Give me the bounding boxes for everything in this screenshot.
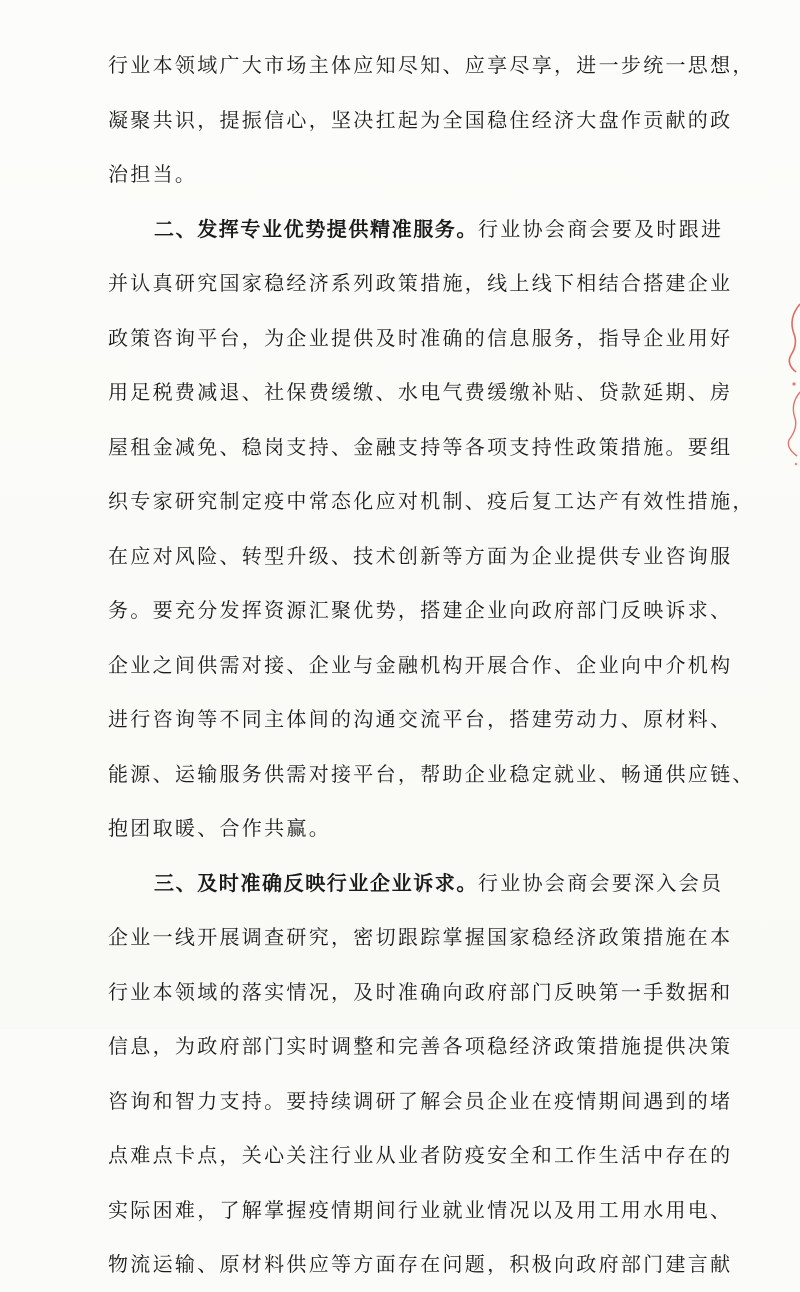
line-text: 信息，为政府部门实时调整和完善各项稳经济政策措施提供决策 <box>108 1034 733 1058</box>
line-text: 行业本领域广大市场主体应知尽知、应享尽享，进一步统一思想， <box>108 53 755 77</box>
line-text: 点难点卡点，关心关注行业从业者防疫安全和工作生活中存在的 <box>108 1143 733 1167</box>
text-line <box>108 1074 733 1129</box>
line-text: 进行咨询等不同主体间的沟通交流平台，搭建劳动力、原材料、 <box>108 707 733 731</box>
line-text: 能源、运输服务供需对接平台，帮助企业稳定就业、畅通供应链、 <box>108 761 755 786</box>
line-text: 务。要充分发挥资源汇聚优势，搭建企业向政府部门反映诉求、 <box>108 598 733 622</box>
text-line <box>108 747 755 802</box>
text-line <box>108 965 733 1020</box>
line-text: 咨询和智力支持。要持续调研了解会员企业在疫情期间遇到的堵 <box>108 1088 733 1113</box>
text-line <box>108 474 755 529</box>
line-text: 行业协会商会要及时跟进 <box>478 216 724 241</box>
line-text: 在应对风险、转型升级、技术创新等方面为企业提供专业咨询服 <box>108 543 733 568</box>
text-line <box>108 147 698 202</box>
red-seal-edge <box>782 300 800 470</box>
text-line <box>108 1237 733 1292</box>
line-text: 企业之间供需对接、企业与金融机构开展合作、企业向中介机构 <box>108 652 733 677</box>
text-line <box>108 311 733 366</box>
line-text: 企业一线开展调查研究，密切跟踪掌握国家稳经济政策措施在本 <box>108 925 733 949</box>
line-text: 织专家研究制定疫中常态化应对机制、疫后复工达产有效性措施， <box>108 489 755 513</box>
text-line <box>108 638 733 693</box>
text-line <box>108 583 733 638</box>
line-text: 政策咨询平台，为企业提供及时准确的信息服务，指导企业用好 <box>108 325 733 350</box>
line-text: 行业本领域的落实情况，及时准确向政府部门反映第一手数据和 <box>108 979 733 1004</box>
text-line <box>108 420 733 475</box>
section-heading-3: 三、及时准确反映行业企业诉求。 <box>154 870 478 895</box>
line-text: 实际困难，了解掌握疫情期间行业就业情况以及用工用水用电、 <box>108 1197 733 1222</box>
line-text: 行业协会商会要深入会员 <box>478 870 724 895</box>
text-line <box>108 365 733 420</box>
text-line <box>108 256 733 311</box>
text-line <box>108 529 733 584</box>
line-text: 治担当。 <box>108 162 198 186</box>
line-text: 屋租金减免、稳岗支持、金融支持等各项支持性政策措施。要组 <box>108 434 733 459</box>
line-text: 抱团取暖、合作共赢。 <box>108 816 331 840</box>
line-text: 凝聚共识，提振信心，坚决扛起为全国稳住经济大盘作贡献的政 <box>108 107 733 132</box>
text-line <box>108 93 733 148</box>
text-line <box>108 692 733 747</box>
text-line <box>108 910 733 965</box>
text-line <box>108 801 698 856</box>
text-line <box>108 1128 733 1183</box>
document-body <box>108 38 755 1292</box>
section-heading-2: 二、发挥专业优势提供精准服务。 <box>154 216 478 241</box>
text-line <box>108 38 755 93</box>
line-text: 用足税费减退、社保费缓缴、水电气费缓缴补贴、贷款延期、房 <box>108 380 733 404</box>
line-text: 并认真研究国家稳经济系列政策措施，线上线下相结合搭建企业 <box>108 271 733 295</box>
section-heading-line <box>108 856 724 911</box>
section-heading-line <box>108 202 724 257</box>
text-line <box>108 1019 733 1074</box>
text-line <box>108 1183 733 1238</box>
line-text: 物流运输、原材料供应等方面存在问题，积极向政府部门建言献 <box>108 1252 733 1276</box>
